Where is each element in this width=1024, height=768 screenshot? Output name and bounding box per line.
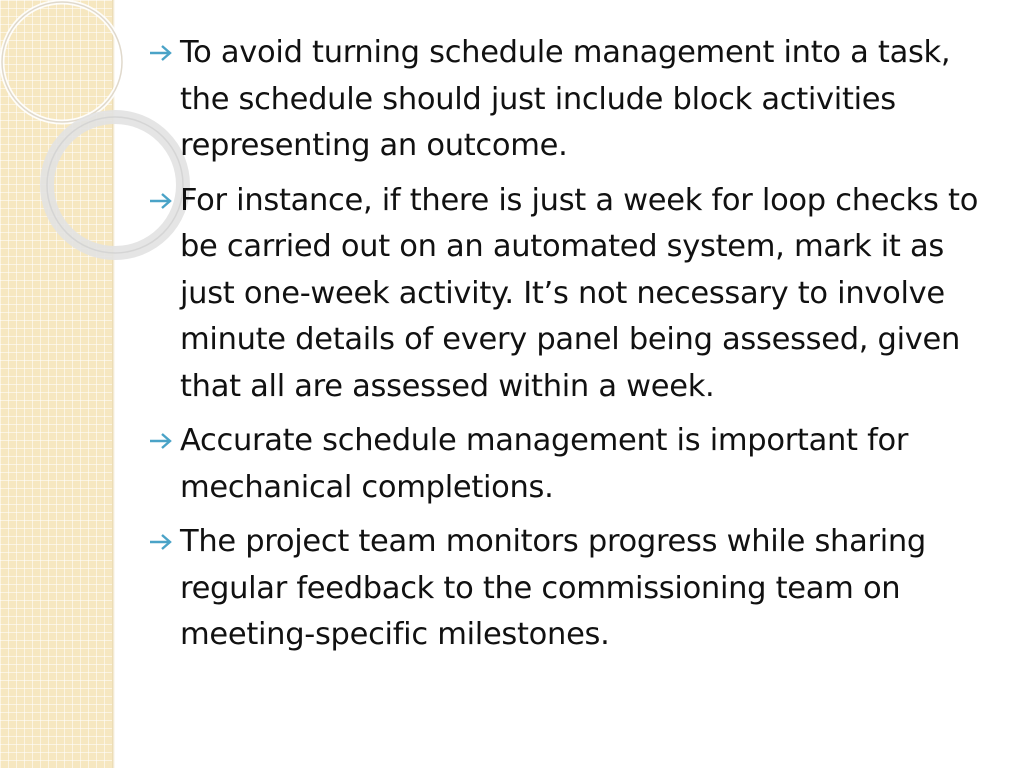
bullet-item: [148, 418, 998, 511]
arrow-right-icon: [148, 532, 176, 552]
bullet-item: [148, 178, 998, 411]
decorative-rings-icon: [0, 0, 130, 260]
bullet-text: For instance, if there is just a week for loop checks to be carried out on an automated system, mark it as just one-week activity. It’s not necessary to involve minute details of every panel being assessed, given that all are assessed within a week.: [180, 182, 979, 404]
arrow-right-icon: [148, 191, 176, 211]
bullet-text: Accurate schedule management is important for mechanical completions.: [180, 423, 909, 505]
arrow-right-icon: [148, 431, 176, 451]
bullet-text: The project team monitors progress while sharing regular feedback to the commissioning team on meeting-specific milestones.: [180, 524, 926, 652]
bullet-item: [148, 30, 998, 170]
bullet-item: [148, 519, 998, 659]
bullet-text: To avoid turning schedule management into a task, the schedule should just include block activities representing an outcome.: [180, 35, 951, 163]
bullet-list: [148, 30, 998, 667]
arrow-right-icon: [148, 43, 176, 63]
